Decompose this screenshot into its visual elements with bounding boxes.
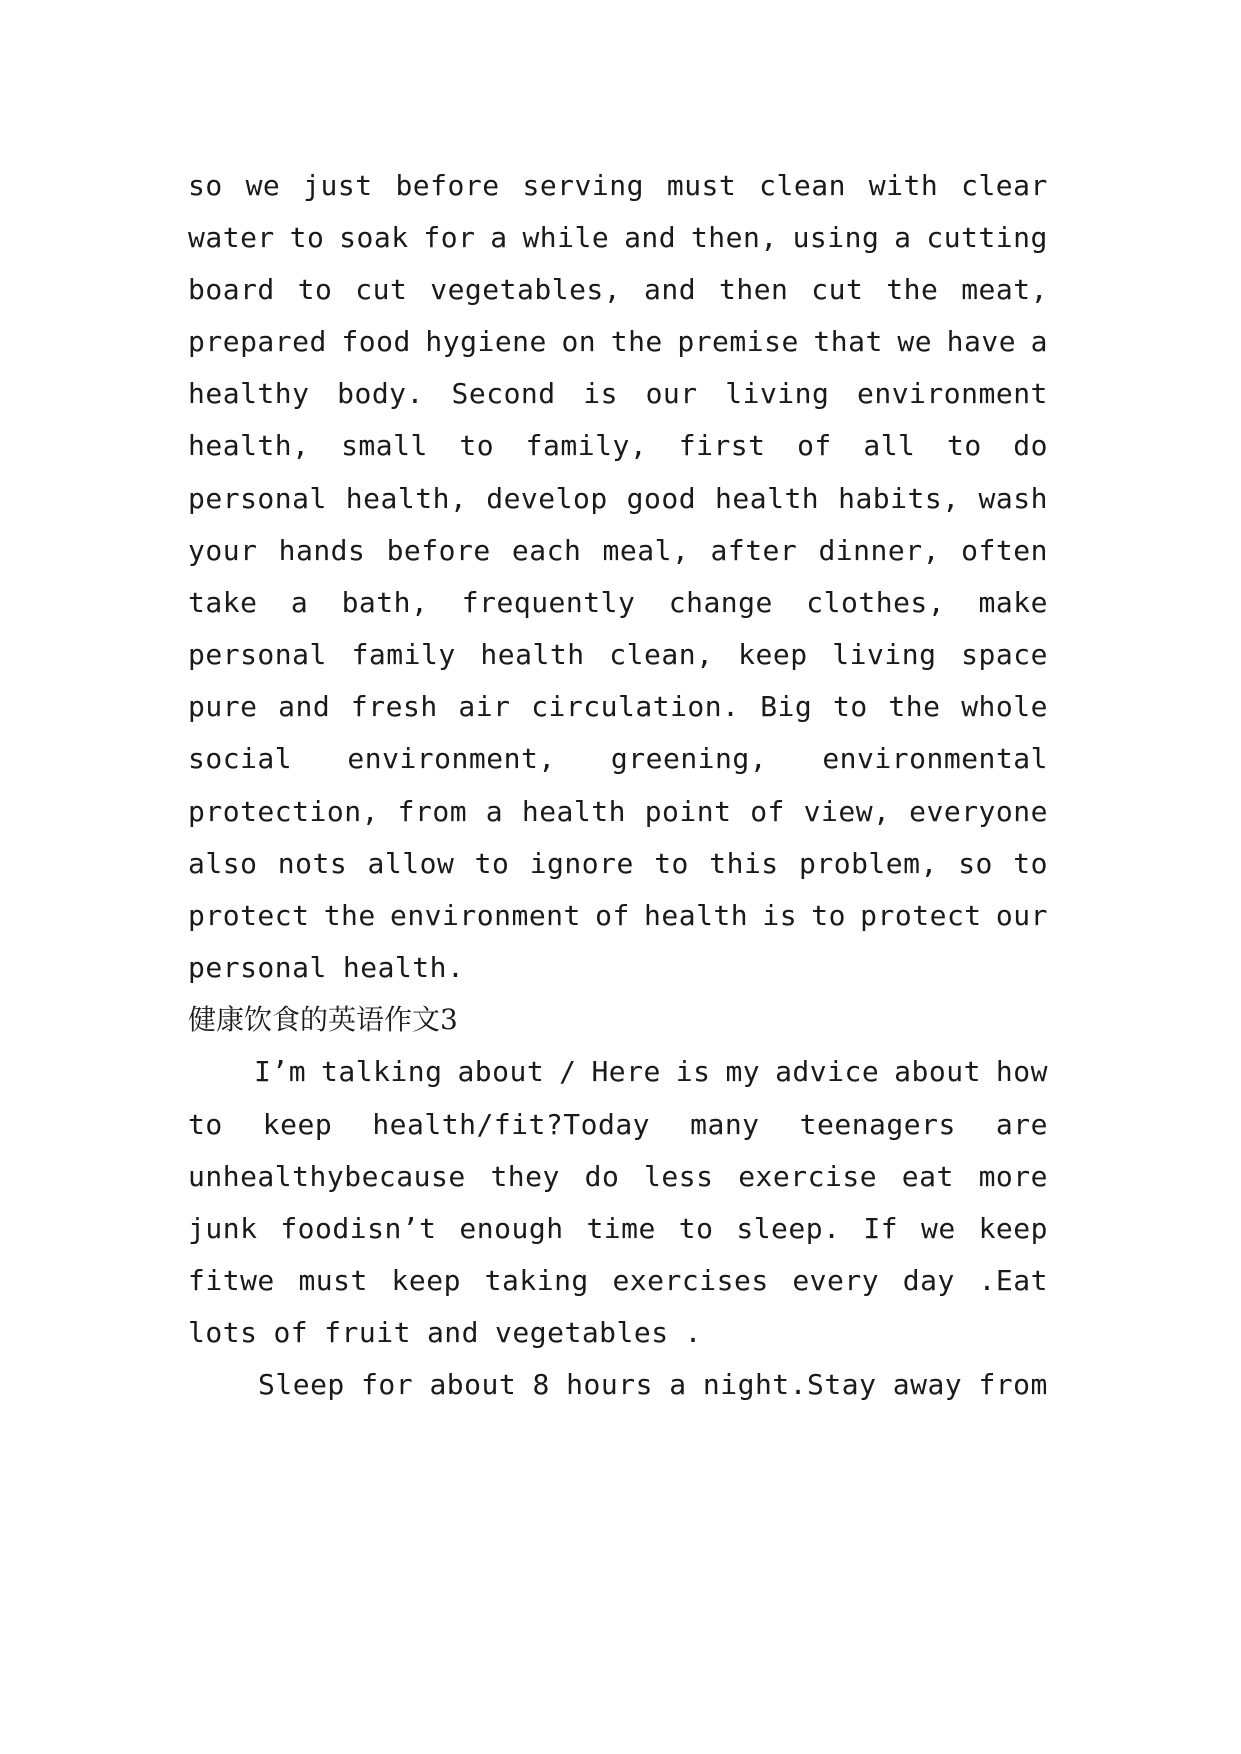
word: also <box>188 847 258 880</box>
word: prepared <box>188 325 327 358</box>
word: environment, <box>347 742 556 775</box>
word: personal <box>188 638 327 671</box>
word: point <box>644 795 732 828</box>
word: that <box>813 325 883 358</box>
word: day <box>902 1264 955 1297</box>
word: frequently <box>461 586 636 619</box>
word: from <box>397 795 468 828</box>
word: junk <box>188 1212 258 1245</box>
word: take <box>188 586 258 619</box>
word: hours <box>566 1368 653 1401</box>
word: vegetables <box>495 1316 669 1349</box>
word: so <box>958 847 993 880</box>
word: family, <box>525 429 648 462</box>
word: vegetables, <box>430 273 622 306</box>
word: whole <box>961 690 1048 723</box>
word: space <box>961 638 1048 671</box>
word: body. <box>337 377 424 410</box>
word: exercises <box>612 1264 769 1297</box>
word: how <box>995 1055 1048 1088</box>
word: for <box>423 221 476 254</box>
word: the <box>886 273 939 306</box>
word: my <box>725 1055 761 1088</box>
word: social <box>188 742 293 775</box>
word: taking <box>484 1264 589 1297</box>
word: and <box>624 221 677 254</box>
word: to <box>832 690 868 723</box>
word: living <box>725 377 830 410</box>
word: I’m <box>254 1055 307 1088</box>
word: health <box>480 638 585 671</box>
word: view, <box>803 795 891 828</box>
word: living <box>832 638 937 671</box>
word: healthy <box>188 377 310 410</box>
word: to <box>474 847 510 880</box>
word: good <box>626 482 697 515</box>
word: clear <box>961 169 1048 202</box>
text-line <box>188 583 1048 623</box>
word: all <box>863 429 916 462</box>
text-line <box>188 1157 1048 1197</box>
word: each <box>511 534 582 567</box>
word: If <box>863 1212 899 1245</box>
text-line <box>188 1105 1048 1145</box>
word: Second <box>451 377 556 410</box>
word: health. <box>342 951 465 984</box>
word: more <box>978 1160 1048 1193</box>
word: health <box>715 482 820 515</box>
text-line <box>188 1261 1048 1301</box>
word: about <box>429 1368 517 1401</box>
text-line-last <box>188 948 1048 988</box>
word: change <box>668 586 773 619</box>
word: meat, <box>961 273 1048 306</box>
word: Sleep <box>258 1368 345 1401</box>
word: clean, <box>609 638 714 671</box>
text-line <box>188 166 1048 206</box>
word: personal <box>188 951 327 984</box>
word: of <box>273 1316 309 1349</box>
text-line <box>188 531 1048 571</box>
word: this <box>709 847 779 880</box>
word: must <box>666 169 737 202</box>
word: cutting <box>926 221 1048 254</box>
word: eat <box>901 1160 954 1193</box>
word: do <box>1013 429 1048 462</box>
word: . <box>684 1316 702 1349</box>
word: a <box>490 221 508 254</box>
word: to <box>678 1212 714 1245</box>
word: about <box>457 1055 545 1088</box>
word: greening, <box>610 742 768 775</box>
section-heading: 健康饮食的英语作文3 <box>188 1003 458 1036</box>
word: dinner, <box>818 534 940 567</box>
word: do <box>584 1160 620 1193</box>
word: food <box>341 325 411 358</box>
word: of <box>797 429 832 462</box>
word: keep <box>262 1108 333 1141</box>
text-line <box>188 218 1048 258</box>
word: personal <box>188 482 327 515</box>
word: health <box>644 899 749 932</box>
word: hands <box>278 534 366 567</box>
word: water <box>188 221 275 254</box>
word: less <box>644 1160 714 1193</box>
word: is <box>762 899 798 932</box>
word: wash <box>978 482 1048 515</box>
word: then, <box>690 221 778 254</box>
word: to <box>297 273 333 306</box>
word: of <box>750 795 785 828</box>
word: habits, <box>838 482 960 515</box>
word: allow <box>367 847 455 880</box>
word: talking <box>321 1055 443 1088</box>
word: lots <box>188 1316 258 1349</box>
word: protect <box>860 899 982 932</box>
text-line-last <box>188 1313 1048 1353</box>
word: before <box>395 169 500 202</box>
text-line <box>188 426 1048 466</box>
word: small <box>341 429 428 462</box>
word: sleep. <box>736 1212 841 1245</box>
text-line <box>188 792 1048 832</box>
word: the <box>323 899 376 932</box>
word: bath, <box>341 586 429 619</box>
word: health <box>521 795 626 828</box>
word: unhealthybecause <box>188 1160 466 1193</box>
text-line <box>188 1209 1048 1249</box>
text-line <box>188 896 1048 936</box>
word: is <box>675 1055 711 1088</box>
word: / <box>559 1055 577 1088</box>
word: and <box>426 1316 480 1349</box>
word: first <box>678 429 766 462</box>
word: ignore <box>529 847 634 880</box>
word: must <box>298 1264 368 1297</box>
word: is <box>583 377 618 410</box>
word: from <box>978 1368 1048 1401</box>
text-line <box>188 322 1048 362</box>
text-line <box>188 739 1048 779</box>
word: develop <box>486 482 608 515</box>
word: many <box>690 1108 760 1141</box>
word: clothes, <box>806 586 946 619</box>
word: health, <box>188 429 310 462</box>
word: health, <box>345 482 468 515</box>
word: are <box>995 1108 1048 1141</box>
word: they <box>490 1160 560 1193</box>
word: health/fit?Today <box>372 1108 651 1141</box>
word: to <box>188 1108 223 1141</box>
word: a <box>290 586 309 619</box>
text-line <box>188 374 1048 414</box>
word: family <box>351 638 456 671</box>
word: a <box>894 221 912 254</box>
word: to <box>1013 847 1048 880</box>
text-line <box>254 1052 1048 1092</box>
word: a <box>669 1368 687 1401</box>
word: meal, <box>602 534 690 567</box>
word: teenagers <box>799 1108 956 1141</box>
word: we <box>897 325 933 358</box>
text-line <box>188 479 1048 519</box>
word: serving <box>522 169 644 202</box>
word: just <box>303 169 373 202</box>
word: using <box>792 221 880 254</box>
word: to <box>811 899 846 932</box>
word: advice <box>775 1055 880 1088</box>
word: keep <box>978 1212 1048 1245</box>
word: Here <box>591 1055 661 1088</box>
word: enough <box>459 1212 564 1245</box>
word: protect <box>188 899 310 932</box>
word: so <box>188 169 223 202</box>
word: make <box>978 586 1048 619</box>
word: environment <box>389 899 581 932</box>
word: often <box>961 534 1048 567</box>
word: nots <box>277 847 348 880</box>
word: Big <box>760 690 813 723</box>
word: cut <box>355 273 408 306</box>
word: and <box>278 690 331 723</box>
word: your <box>188 534 258 567</box>
word: cut <box>811 273 864 306</box>
word: before <box>386 534 491 567</box>
word: problem, <box>799 847 938 880</box>
word: away <box>892 1368 963 1401</box>
word: pure <box>188 690 258 723</box>
word: after <box>710 534 798 567</box>
word: then <box>718 273 789 306</box>
word: have <box>946 325 1017 358</box>
word: hygiene <box>425 325 547 358</box>
word: fitwe <box>188 1264 275 1297</box>
word: and <box>644 273 697 306</box>
word: for <box>361 1368 414 1401</box>
word: of <box>595 899 630 932</box>
word: with <box>868 169 939 202</box>
word: time <box>586 1212 656 1245</box>
word: a <box>485 795 504 828</box>
word: to <box>946 429 982 462</box>
word: fresh <box>350 690 438 723</box>
word: circulation. <box>531 690 740 723</box>
text-line <box>188 635 1048 675</box>
word: environmental <box>822 742 1048 775</box>
word: 8 <box>532 1368 550 1401</box>
word: to <box>289 221 325 254</box>
word: clean <box>759 169 846 202</box>
text-line <box>188 844 1048 884</box>
text-line <box>188 687 1048 727</box>
word: everyone <box>909 795 1048 828</box>
word: foodisn’t <box>280 1212 437 1245</box>
word: .Eat <box>978 1264 1048 1297</box>
word: keep <box>738 638 808 671</box>
word: on <box>561 325 597 358</box>
word: the <box>610 325 663 358</box>
word: we <box>245 169 281 202</box>
word: about <box>894 1055 981 1088</box>
word: every <box>792 1264 880 1297</box>
word: while <box>522 221 610 254</box>
word: soak <box>339 221 409 254</box>
word: we <box>920 1212 956 1245</box>
word: environment <box>856 377 1048 410</box>
word: night.Stay <box>702 1368 877 1401</box>
text-line <box>188 270 1048 310</box>
word: to <box>654 847 689 880</box>
word: board <box>188 273 275 306</box>
word: air <box>458 690 511 723</box>
text-line <box>258 1365 1048 1405</box>
word: to <box>459 429 495 462</box>
word: keep <box>391 1264 461 1297</box>
word: the <box>888 690 941 723</box>
word: exercise <box>738 1160 878 1193</box>
word: a <box>1030 325 1048 358</box>
word: our <box>995 899 1048 932</box>
word: premise <box>677 325 799 358</box>
word: our <box>645 377 698 410</box>
word: fruit <box>324 1316 411 1349</box>
word: protection, <box>188 795 379 828</box>
